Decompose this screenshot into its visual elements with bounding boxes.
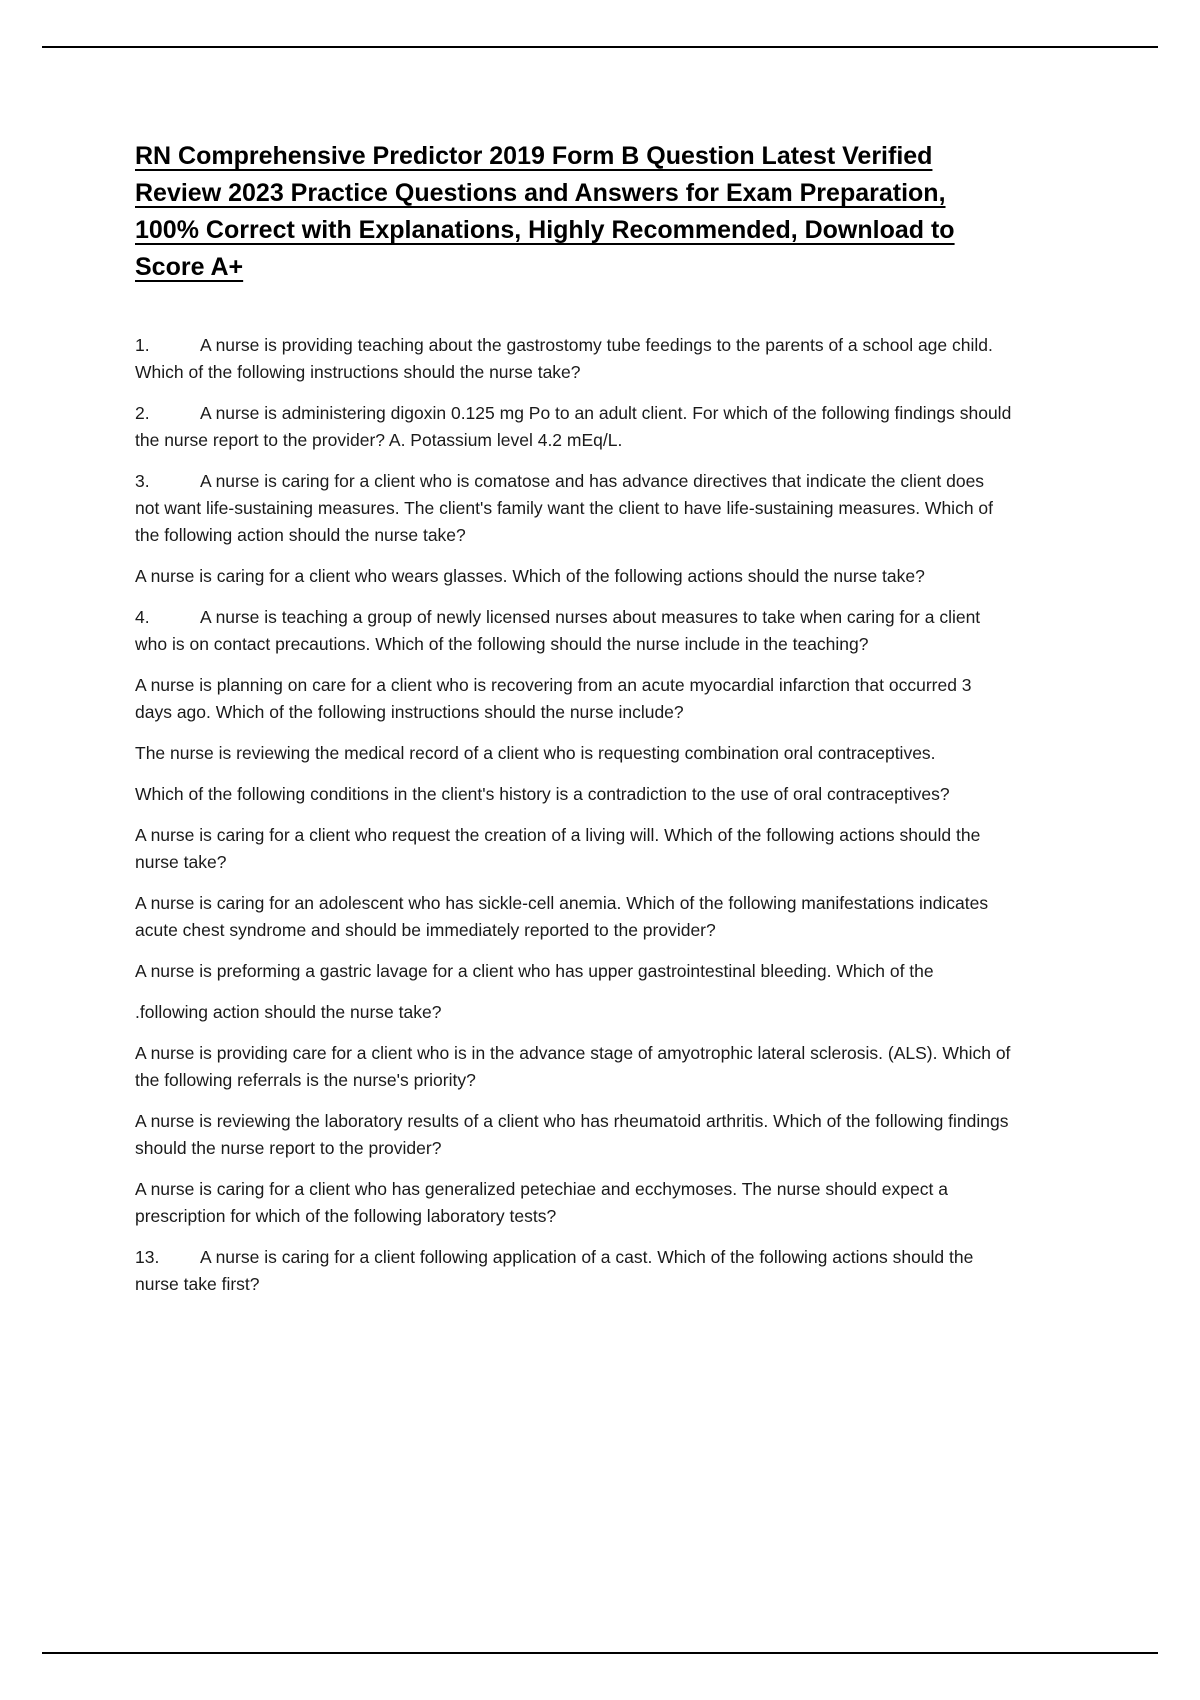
question-paragraph	[135, 822, 1013, 876]
question-paragraph	[135, 672, 1013, 726]
question-text: A nurse is caring for a client who request the creation of a living will. Which of the following actions should the nurse take?	[135, 825, 981, 872]
question-list	[135, 332, 1013, 1298]
question-paragraph	[135, 468, 1013, 549]
question-text: A nurse is teaching a group of newly licensed nurses about measures to take when caring for a client who is on contact precautions. Which of the following should the nurse include in the teaching?	[135, 607, 981, 654]
question-text: A nurse is providing care for a client who is in the advance stage of amyotrophic lateral sclerosis. (ALS). Which of the following referrals is the nurse's priority?	[135, 1043, 1011, 1090]
question-text: A nurse is preforming a gastric lavage for a client who has upper gastrointestinal bleeding. Which of the	[135, 961, 934, 981]
top-horizontal-rule	[42, 46, 1158, 48]
question-number: 3.	[135, 471, 150, 491]
question-text: A nurse is caring for a client following application of a cast. Which of the following actions should the nurse take first?	[135, 1247, 974, 1294]
question-text: .following action should the nurse take?	[135, 1002, 442, 1022]
question-paragraph	[135, 740, 1013, 767]
document-body	[135, 138, 1013, 1312]
question-paragraph	[135, 1244, 1013, 1298]
question-number: 13.	[135, 1247, 160, 1267]
question-number: 2.	[135, 403, 150, 423]
question-paragraph	[135, 332, 1013, 386]
question-text: A nurse is administering digoxin 0.125 mg Po to an adult client. For which of the following findings should the nurse report to the provider? A. Potassium level 4.2 mEq/L.	[135, 403, 1012, 450]
question-text: A nurse is providing teaching about the gastrostomy tube feedings to the parents of a school age child. Which of the following instructions should the nurse take?	[135, 335, 993, 382]
question-paragraph	[135, 958, 1013, 985]
question-text: The nurse is reviewing the medical record of a client who is requesting combination oral contraceptives.	[135, 743, 936, 763]
question-text: A nurse is caring for a client who has generalized petechiae and ecchymoses. The nurse should expect a prescription for which of the following laboratory tests?	[135, 1179, 948, 1226]
question-paragraph	[135, 1040, 1013, 1094]
question-paragraph	[135, 781, 1013, 808]
question-text: A nurse is reviewing the laboratory results of a client who has rheumatoid arthritis. Which of the following findings should the nurse report to the provider?	[135, 1111, 1009, 1158]
question-text: A nurse is planning on care for a client who is recovering from an acute myocardial infarction that occurred 3 days ago. Which of the following instructions should the nurse include?	[135, 675, 972, 722]
question-paragraph	[135, 890, 1013, 944]
question-text: A nurse is caring for an adolescent who has sickle-cell anemia. Which of the following manifestations indicates acute chest syndrome and should be immediately reported to the provider?	[135, 893, 989, 940]
question-paragraph	[135, 999, 1013, 1026]
question-text: Which of the following conditions in the client's history is a contradiction to the use of oral contraceptives?	[135, 784, 950, 804]
question-text: A nurse is caring for a client who is comatose and has advance directives that indicate the client does not want life-sustaining measures. The client's family want the client to have life-sustaining measures. Which of the following action should the nurse take?	[135, 471, 994, 545]
question-paragraph	[135, 563, 1013, 590]
question-paragraph	[135, 400, 1013, 454]
question-paragraph	[135, 604, 1013, 658]
question-paragraph	[135, 1108, 1013, 1162]
question-number: 4.	[135, 607, 150, 627]
question-text: A nurse is caring for a client who wears glasses. Which of the following actions should the nurse take?	[135, 566, 925, 586]
question-paragraph	[135, 1176, 1013, 1230]
bottom-horizontal-rule	[42, 1652, 1158, 1654]
question-number: 1.	[135, 335, 150, 355]
document-title: RN Comprehensive Predictor 2019 Form B Question Latest Verified Review 2023 Practice Questions and Answers for Exam Preparation, 100% Correct with Explanations, Highly Recommended, Download to Score A+	[135, 142, 955, 281]
